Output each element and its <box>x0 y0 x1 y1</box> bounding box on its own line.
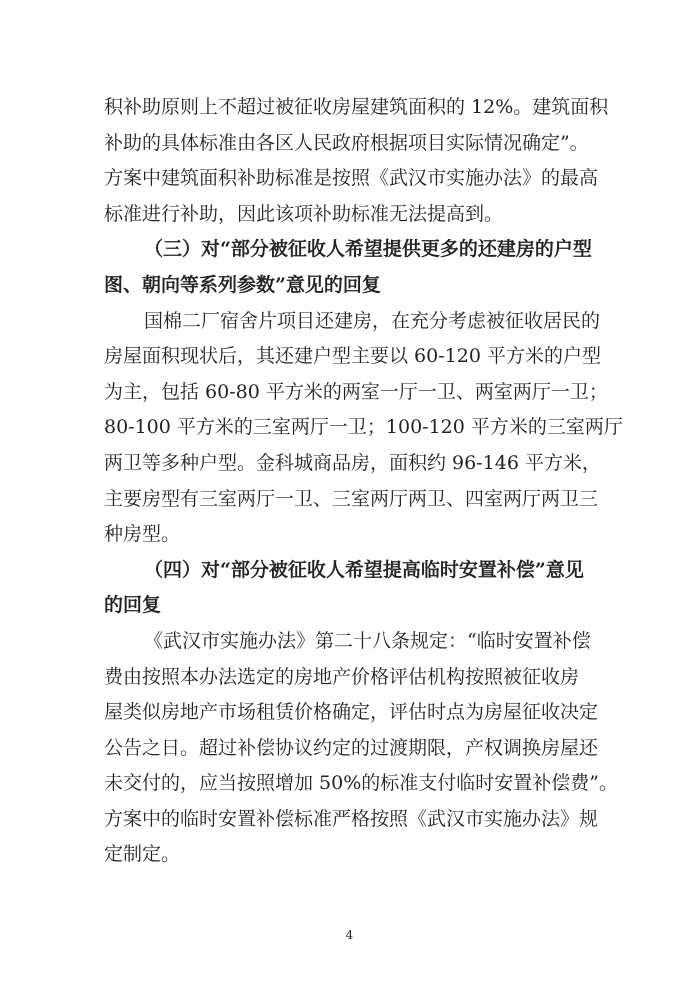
page-number: 4 <box>345 928 354 942</box>
section-heading-line: （四）对“部分被征收人希望提高临时安置补偿”意见 <box>144 558 584 581</box>
text-line: 补助的具体标准由各区人民政府根据项目实际情况确定”。 <box>104 131 589 154</box>
text-line: 积补助原则上不超过被征收房屋建筑面积的 12%。建筑面积 <box>104 96 609 118</box>
text-line: 方案中建筑面积补助标准是按照《武汉市实施办法》的最高 <box>104 167 599 190</box>
text-line: 主要房型有三室两厅一卫、三室两厅两卫、四室两厅两卫三 <box>104 487 599 510</box>
text-line: 方案中的临时安置补偿标准严格按照《武汉市实施办法》规 <box>104 807 599 830</box>
text-line: 80-100 平方米的三室两厅一卫；100-120 平方米的三室两厅 <box>104 416 623 439</box>
text-line: 国棉二厂宿舍片项目还建房，在充分考虑被征收居民的 <box>144 309 601 332</box>
section-heading-line: （三）对“部分被征收人希望提供更多的还建房的户型 <box>144 238 592 261</box>
text-line: 为主，包括 60-80 平方米的两室一厅一卫、两室两厅一卫； <box>104 380 608 403</box>
text-line: 种房型。 <box>104 523 181 546</box>
section-heading-line: 图、朝向等系列参数”意见的回复 <box>104 273 381 296</box>
text-line: 定制定。 <box>104 843 181 866</box>
text-line: 标准进行补助，因此该项补助标准无法提高到。 <box>104 202 504 225</box>
text-line: 两卫等多种户型。金科城商品房，面积约 96-146 平方米， <box>104 451 601 474</box>
text-line: 公告之日。超过补偿协议约定的过渡期限，产权调换房屋还 <box>104 736 599 759</box>
text-line: 房屋面积现状后，其还建户型主要以 60-120 平方米的户型 <box>104 345 601 368</box>
text-line: 费由按照本办法选定的房地产价格评估机构按照被征收房 <box>104 665 580 688</box>
body-text <box>104 90 623 873</box>
text-line: 《武汉市实施办法》第二十八条规定：“临时安置补偿 <box>144 629 591 652</box>
section-heading-line: 的回复 <box>104 594 162 617</box>
text-line: 屋类似房地产市场租赁价格确定，评估时点为房屋征收决定 <box>104 701 599 724</box>
text-line: 未交付的，应当按照增加 50%的标准支付临时安置补偿费”。 <box>104 772 618 795</box>
